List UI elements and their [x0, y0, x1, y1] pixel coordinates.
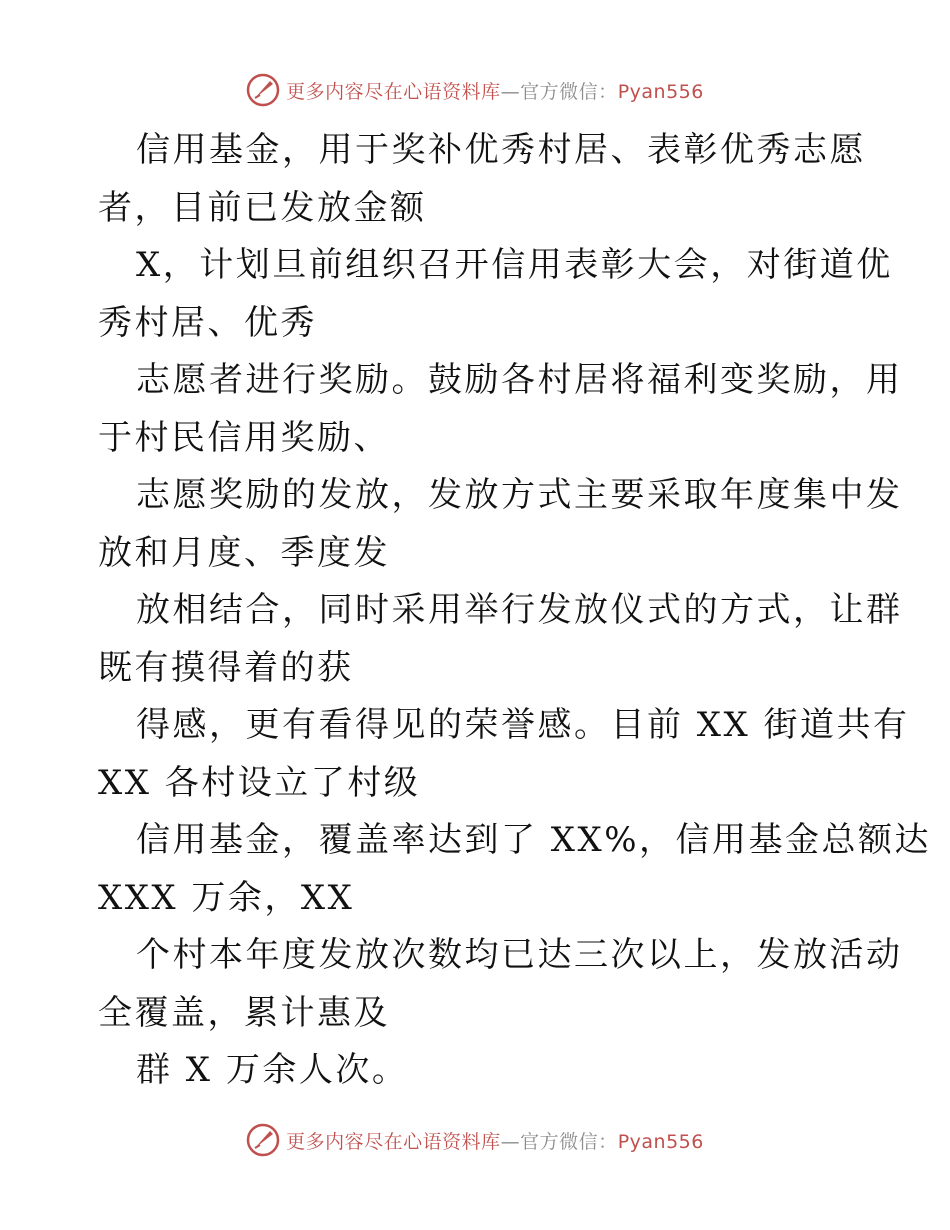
body-line: 志愿奖励的发放，发放方式主要采取年度集中发: [136, 475, 903, 515]
footer-banner: [0, 1120, 950, 1160]
header-banner: [0, 70, 950, 110]
body-line: 放相结合，同时采用举行发放仪式的方式，让群: [136, 590, 903, 630]
body-line: XX 各村设立了村级: [98, 762, 421, 803]
body-line: X，计划旦前组织召开信用表彰大会，对街道优: [136, 245, 893, 285]
banner-separator: —: [500, 1130, 521, 1153]
body-line: 者，目前已发放金额: [98, 187, 427, 228]
body-line: 志愿者进行奖励。鼓励各村居将福利变奖励，用: [136, 360, 903, 400]
body-line: XXX 万余，XX: [98, 877, 355, 918]
body-line: 全覆盖，累计惠及: [98, 992, 390, 1033]
banner-prefix: 更多内容尽在心语资料库: [286, 80, 501, 103]
banner-label: 官方微信：: [520, 1130, 618, 1153]
banner-text: [286, 77, 704, 104]
banner-text: [286, 1127, 704, 1154]
body-line: 放和月度、季度发: [98, 532, 390, 573]
body-line: 信用基金，覆盖率达到了 XX%，信用基金总额达: [136, 820, 932, 860]
body-line: 既有摸得着的获: [98, 647, 354, 688]
feather-pen-logo-icon: [246, 1123, 280, 1157]
document-body: [98, 122, 932, 1100]
banner-label: 官方微信：: [520, 80, 618, 103]
body-line: 于村民信用奖励、: [98, 417, 390, 458]
feather-pen-logo-icon: [246, 73, 280, 107]
body-line: 得感，更有看得见的荣誉感。目前 XX 街道共有: [136, 705, 910, 745]
body-line: 个村本年度发放次数均已达三次以上，发放活动: [136, 935, 903, 975]
banner-wechat-id: Pyan556: [617, 1130, 704, 1153]
banner-separator: —: [500, 80, 521, 103]
banner-wechat-id: Pyan556: [617, 80, 704, 103]
body-line: 秀村居、优秀: [98, 302, 317, 343]
body-line: 信用基金，用于奖补优秀村居、表彰优秀志愿: [136, 130, 866, 170]
banner-prefix: 更多内容尽在心语资料库: [286, 1130, 501, 1153]
body-line: 群 X 万余人次。: [136, 1050, 409, 1090]
